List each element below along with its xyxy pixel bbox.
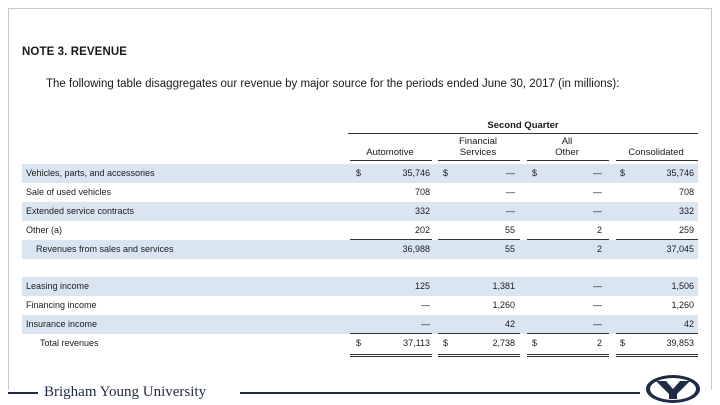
cell-consolidated: 37,045 <box>666 244 694 254</box>
column-header-consolidated: Consolidated <box>628 147 684 158</box>
cell-automotive: 36,988 <box>402 244 430 254</box>
currency-symbol: $ <box>620 338 626 348</box>
column-underline <box>438 160 520 161</box>
table-row <box>22 296 698 315</box>
cell-financial-services: 2,738 <box>492 338 515 348</box>
table-header <box>22 120 698 164</box>
slide-frame-top <box>8 8 712 9</box>
cell-all-other: 2 <box>596 338 602 348</box>
table-row <box>22 277 698 296</box>
cell-financial-services: — <box>506 168 515 178</box>
cell-all-other: 2 <box>596 244 602 254</box>
row-label: Revenues from sales and services <box>36 244 174 254</box>
currency-symbol: $ <box>443 168 449 178</box>
row-label: Leasing income <box>26 281 90 291</box>
cell-automotive: 202 <box>414 225 430 235</box>
row-label: Sale of used vehicles <box>26 187 112 197</box>
byu-logo-icon <box>644 374 702 404</box>
table-row <box>22 183 698 202</box>
cell-all-other: 2 <box>596 225 602 235</box>
cell-consolidated: 39,853 <box>666 338 694 348</box>
cell-consolidated: 708 <box>678 187 694 197</box>
slide-frame-right <box>711 8 712 390</box>
cell-consolidated: 259 <box>678 225 694 235</box>
cell-financial-services: — <box>506 206 515 216</box>
column-underline <box>527 160 609 161</box>
cell-automotive: 708 <box>414 187 430 197</box>
period-header: Second Quarter <box>487 120 559 131</box>
currency-symbol: $ <box>356 168 362 178</box>
cell-financial-services: 55 <box>504 225 515 235</box>
note-title: NOTE 3. REVENUE <box>22 46 128 58</box>
footer-rule-right <box>240 392 640 394</box>
cell-financial-services: — <box>506 187 515 197</box>
cell-automotive: 125 <box>414 281 430 291</box>
cell-all-other: — <box>593 187 602 197</box>
cell-consolidated: 1,260 <box>671 300 694 310</box>
cell-financial-services: 1,381 <box>492 281 515 291</box>
university-name: Brigham Young University <box>44 384 207 400</box>
period-header-rule <box>348 133 698 134</box>
table-row <box>22 315 698 334</box>
column-underline <box>350 160 432 161</box>
intro-text: The following table disaggregates our revenue by major source for the periods ended June 30, 2017 (in millions): <box>46 78 620 90</box>
row-label: Vehicles, parts, and accessories <box>26 168 155 178</box>
cell-automotive: — <box>421 300 430 310</box>
row-label: Financing income <box>26 300 97 310</box>
cell-consolidated: 35,746 <box>666 168 694 178</box>
column-underline <box>616 160 698 161</box>
cell-consolidated: 42 <box>683 319 694 329</box>
double-underline <box>438 354 520 357</box>
column-header-all-other: All Other <box>555 136 579 158</box>
cell-automotive: 332 <box>414 206 430 216</box>
cell-consolidated: 332 <box>678 206 694 216</box>
cell-all-other: — <box>593 300 602 310</box>
table-spacer <box>22 259 698 277</box>
currency-symbol: $ <box>443 338 449 348</box>
cell-automotive: 37,113 <box>403 338 430 348</box>
cell-all-other: — <box>593 319 602 329</box>
cell-automotive: — <box>421 319 430 329</box>
currency-symbol: $ <box>532 338 538 348</box>
row-label: Insurance income <box>26 319 98 329</box>
cell-all-other: — <box>593 206 602 216</box>
table-row <box>22 164 698 183</box>
cell-all-other: — <box>593 168 602 178</box>
row-label: Extended service contracts <box>26 206 135 216</box>
currency-symbol: $ <box>356 338 362 348</box>
row-label: Other (a) <box>26 225 63 235</box>
double-underline <box>350 354 432 357</box>
table-row-total <box>22 334 698 353</box>
double-underline <box>616 354 698 357</box>
table-row <box>22 202 698 221</box>
cell-financial-services: 42 <box>504 319 515 329</box>
cell-automotive: 35,746 <box>402 168 430 178</box>
column-header-financial-services: Financial Services <box>458 136 498 158</box>
cell-financial-services: 55 <box>504 244 515 254</box>
row-label: Total revenues <box>40 338 99 348</box>
cell-all-other: — <box>593 281 602 291</box>
currency-symbol: $ <box>532 168 538 178</box>
cell-financial-services: 1,260 <box>492 300 515 310</box>
table-row <box>22 221 698 240</box>
currency-symbol: $ <box>620 168 626 178</box>
revenue-table <box>22 120 698 353</box>
slide-frame-left <box>8 8 9 390</box>
footer-rule-left <box>8 392 38 394</box>
column-header-automotive: Automotive <box>366 147 414 158</box>
table-row-subtotal <box>22 240 698 259</box>
double-underline <box>527 354 609 357</box>
cell-consolidated: 1,506 <box>671 281 694 291</box>
